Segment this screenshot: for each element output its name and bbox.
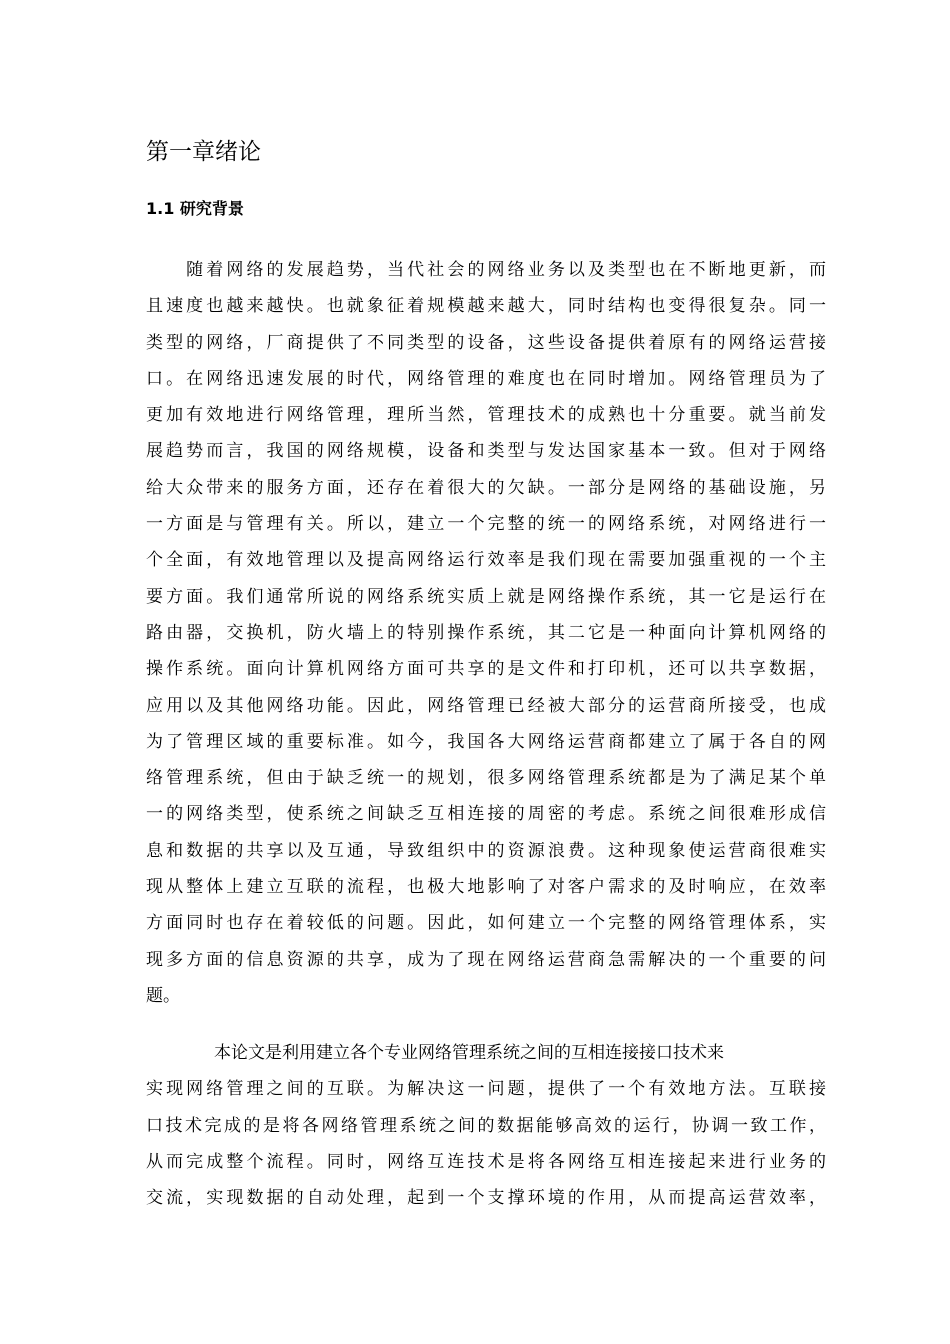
text-line: 题。 [146,985,180,1006]
text-line: 展趋势而言，我国的网络规模，设备和类型与发达国家基本一致。但对于网络 [146,441,826,462]
paragraph-2 [146,1035,826,1216]
paragraph-1 [146,252,826,1014]
text-line: 路由器，交换机，防火墙上的特别操作系统，其二它是一种面向计算机网络的 [146,622,826,643]
text-line: 现多方面的信息资源的共享，成为了现在网络运营商急需解决的一个重要的问 [146,949,826,970]
text-line: 从而完成整个流程。同时，网络互连技术是将各网络互相连接起来进行业务的 [146,1151,826,1172]
text-line: 本论文是利用建立各个专业网络管理系统之间的互相连接接口技术来 [146,1043,724,1063]
text-line: 络管理系统，但由于缺乏统一的规划，很多网络管理系统都是为了满足某个单 [146,768,826,789]
text-line: 随着网络的发展趋势，当代社会的网络业务以及类型也在不断地更新，而 [146,260,826,280]
text-line: 要方面。我们通常所说的网络系统实质上就是网络操作系统，其一它是运行在 [146,586,826,607]
text-line: 一方面是与管理有关。所以，建立一个完整的统一的网络系统，对网络进行一 [146,514,826,535]
text-line: 且速度也越来越快。也就象征着规模越来越大，同时结构也变得很复杂。同一 [146,296,826,317]
text-line: 息和数据的共享以及互通，导致组织中的资源浪费。这种现象使运营商很难实 [146,840,826,861]
text-line: 操作系统。面向计算机网络方面可共享的是文件和打印机，还可以共享数据， [146,659,826,680]
text-line: 为了管理区域的重要标准。如今，我国各大网络运营商都建立了属于各自的网 [146,731,826,752]
text-line: 应用以及其他网络功能。因此，网络管理已经被大部分的运营商所接受，也成 [146,695,826,716]
text-line: 更加有效地进行网络管理，理所当然，管理技术的成熟也十分重要。就当前发 [146,405,826,426]
chapter-title: 第一章绪论 [146,139,261,165]
text-line: 类型的网络，厂商提供了不同类型的设备，这些设备提供着原有的网络运营接 [146,332,826,353]
text-line: 交流，实现数据的自动处理，起到一个支撑环境的作用，从而提高运营效率， [146,1188,826,1209]
text-line: 实现网络管理之间的互联。为解决这一问题，提供了一个有效地方法。互联接 [146,1079,826,1100]
text-line: 口技术完成的是将各网络管理系统之间的数据能够高效的运行，协调一致工作， [146,1115,826,1136]
text-line: 给大众带来的服务方面，还存在着很大的欠缺。一部分是网络的基础设施，另 [146,477,826,498]
text-line: 个全面，有效地管理以及提高网络运行效率是我们现在需要加强重视的一个主 [146,550,826,571]
text-line: 口。在网络迅速发展的时代，网络管理的难度也在同时增加。网络管理员为了 [146,368,826,389]
section-title: 1.1 研究背景 [146,199,244,218]
text-line: 方面同时也存在着较低的问题。因此，如何建立一个完整的网络管理体系，实 [146,913,826,934]
text-line: 一的网络类型，使系统之间缺乏互相连接的周密的考虑。系统之间很难形成信 [146,804,826,825]
text-line: 现从整体上建立互联的流程，也极大地影响了对客户需求的及时响应，在效率 [146,877,826,898]
